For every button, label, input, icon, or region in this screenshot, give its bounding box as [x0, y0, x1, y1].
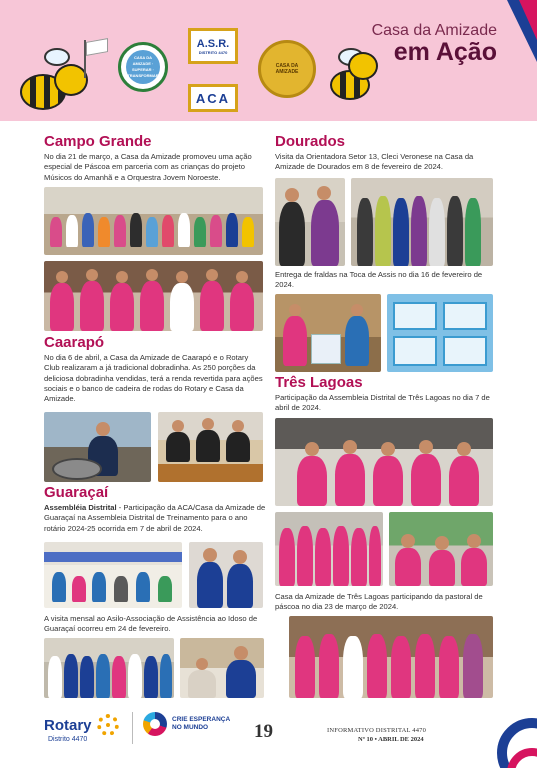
gold-seal-logo: CASA DA AMIZADE — [258, 40, 316, 98]
acarpe-logo: CASA DA AMIZADE · SUPERAR · TRANSFORMAR — [118, 42, 168, 92]
photo-dourados-visit-group — [351, 178, 493, 266]
photo-dourados-visit-pair — [275, 178, 345, 266]
header-corner-accent-pink — [519, 0, 537, 40]
bee-mascot-left — [14, 40, 104, 115]
tres-lagoas-assembly-text: Participação da Assembleia Distrital de Três Lagoas no dia 7 de abril de 2024. — [275, 393, 490, 413]
photo-tres-lagoas-assembly — [275, 418, 493, 506]
footer-swirl-decoration — [493, 698, 537, 768]
guaracai-assembly-text: Assembléia Distrital - Participação da ACA/Casa da Amizade de Guaraçaí na Assembleia Distrital de Treinamento para o ano rotário 2024-25 ocorrida em 7 de abril de 2024. — [44, 503, 266, 533]
section-title-campo-grande: Campo Grande — [44, 133, 152, 150]
page-number: 19 — [254, 721, 273, 742]
photo-guaracai-two-women — [189, 542, 263, 608]
photo-campo-grande-volunteers — [44, 261, 263, 331]
header-title-line1: Casa da Amizade — [371, 22, 497, 39]
footer-publication: INFORMATIVO DISTRITAL 4470 — [327, 727, 427, 734]
section-title-guaracai: Guaraçaí — [44, 484, 109, 501]
asr-logo: A.S.R. DISTRITO 4470 — [188, 28, 238, 64]
footer-divider — [132, 712, 133, 744]
dourados-visit-text: Visita da Orientadora Setor 13, Cleci Veronese na Casa da Amizade de Dourados em 8 de fevereiro de 2024. — [275, 152, 474, 172]
photo-caarapo-team — [158, 412, 263, 482]
photo-dourados-fraldas-delivery — [275, 294, 381, 372]
photo-tres-lagoas-pastoral-outdoor — [389, 512, 493, 586]
dourados-fraldas-text: Entrega de fraldas na Toca de Assis no dia 16 de fevereiro de 2024. — [275, 270, 483, 290]
photo-guaracai-assembly-hall — [44, 542, 182, 608]
aca-logo: ACA — [188, 84, 238, 112]
photo-guaracai-asilo-visit — [180, 638, 264, 698]
bee-mascot-right — [330, 48, 390, 108]
caarapo-text: No dia 6 de abril, a Casa da Amizade de Caarapó e o Rotary Club realizaram a já tradicional dobradinha. As 250 porções da deliciosa dobradinha vendidas, terá a renda revertida para ações sociais e o banco de cadeira de rodas do Rotary e Casa da Amizade. — [44, 353, 263, 404]
section-title-tres-lagoas: Três Lagoas — [275, 374, 363, 391]
photo-tres-lagoas-pastoral-easter — [289, 616, 493, 698]
tres-lagoas-pastoral-text: Casa da Amizade de Três Lagoas participando da pastoral de páscoa no dia 23 de março de 2024. — [275, 592, 483, 612]
photo-guaracai-asilo-group — [44, 638, 174, 698]
photo-dourados-fraldas-packs — [387, 294, 493, 372]
photo-campo-grande-group — [44, 187, 263, 255]
footer-issue: Nº 10 • ABRIL DE 2024 — [358, 736, 424, 743]
rotary-wheel-icon — [97, 714, 119, 736]
campo-grande-text: No dia 21 de março, a Casa da Amizade promoveu uma ação especial de Páscoa em parceria com as crianças do projeto Músicos do Amanhã e a Orquestra Jovem Noroeste. — [44, 152, 252, 182]
page-header — [0, 0, 537, 121]
section-title-caarapo: Caarapó — [44, 334, 105, 351]
rotary-wordmark: Rotary — [44, 717, 92, 734]
photo-caarapo-cooking — [44, 412, 151, 482]
section-title-dourados: Dourados — [275, 133, 346, 150]
crie-esperanca-icon — [143, 712, 167, 736]
header-title-line2: em Ação — [393, 38, 497, 66]
crie-esperanca-text: CRIE ESPERANÇA NO MUNDO — [172, 716, 231, 731]
guaracai-asilo-text: A visita mensal ao Asilo-Associação de Assistência ao Idoso de Guaraçaí ocorreu em 24 de fevereiro. — [44, 614, 258, 634]
footer-district: Distrito 4470 — [48, 736, 88, 743]
photo-tres-lagoas-pastoral-group — [275, 512, 383, 586]
